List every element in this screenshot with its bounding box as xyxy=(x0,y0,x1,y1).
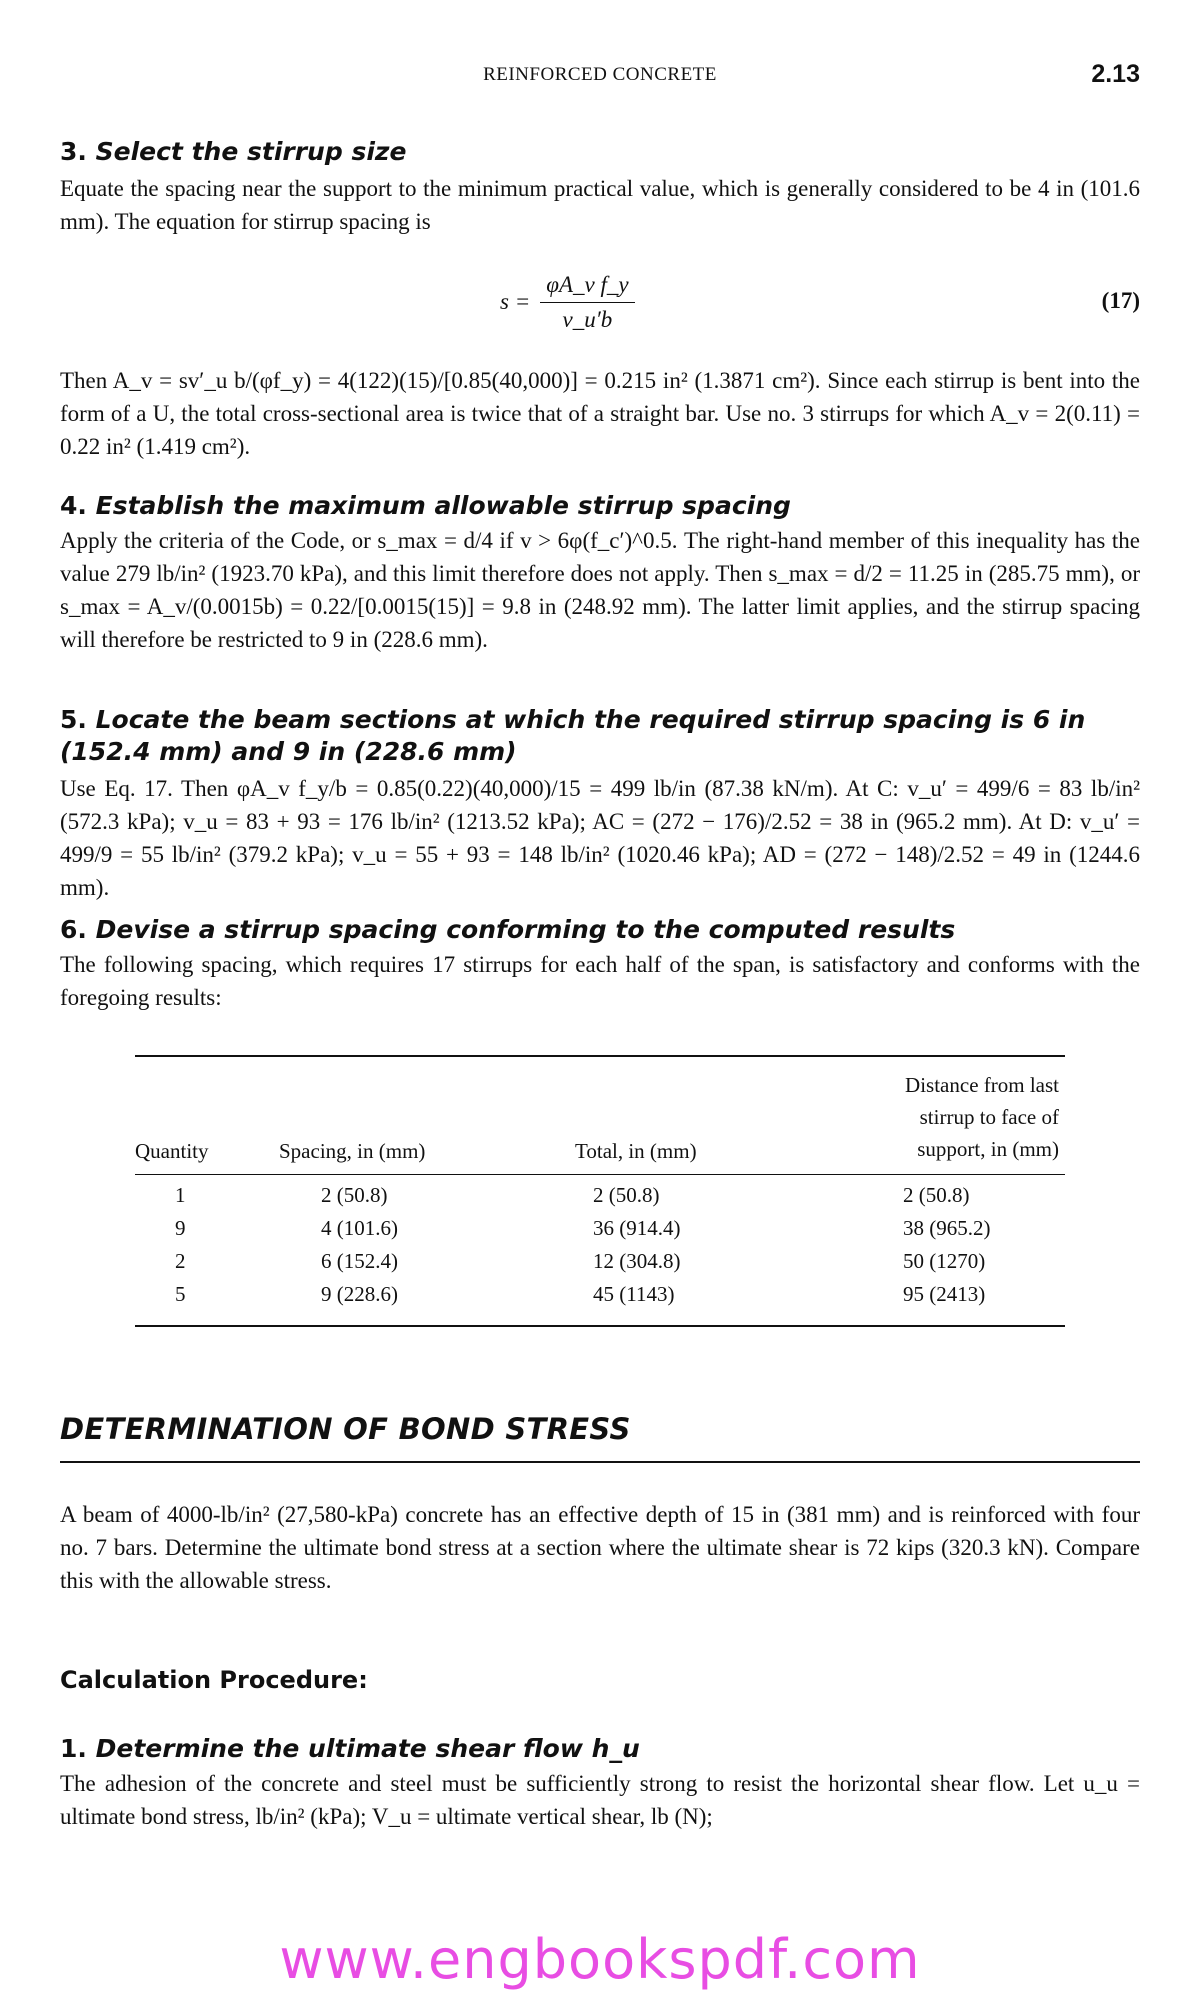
running-head xyxy=(60,60,1140,92)
table-row xyxy=(135,1282,1065,1315)
step-5-title: Locate the beam sections at which the required stirrup spacing is 6 in (152.4 mm) and 9 in (228.6 mm) xyxy=(60,705,1086,766)
bond-step-1-heading xyxy=(60,1733,1140,1765)
bond-step-1-title: Determine the ultimate shear flow h_u xyxy=(95,1734,640,1763)
equation-formula xyxy=(500,262,635,342)
cell-total: 45 (1143) xyxy=(593,1282,675,1306)
step-4-heading xyxy=(60,490,1140,522)
cell-spacing: 6 (152.4) xyxy=(321,1249,398,1273)
watermark-url: www.engbookspdf.com xyxy=(279,1928,921,1991)
cell-quantity: 1 xyxy=(175,1183,186,1207)
cell-total: 36 (914.4) xyxy=(593,1216,681,1240)
cell-distance: 50 (1270) xyxy=(903,1249,986,1273)
table-bottom-rule xyxy=(135,1325,1065,1327)
step-5-heading xyxy=(60,704,1140,768)
cell-total: 12 (304.8) xyxy=(593,1249,681,1273)
cell-quantity: 5 xyxy=(175,1282,186,1306)
step-4-number: 4. xyxy=(60,491,87,520)
table-header-distance-line-2: stirrup to face of xyxy=(919,1105,1059,1129)
equation-denominator: v_u′b xyxy=(562,306,613,332)
cell-quantity: 9 xyxy=(175,1216,186,1240)
cell-spacing: 4 (101.6) xyxy=(321,1216,398,1240)
cell-spacing: 9 (228.6) xyxy=(321,1282,398,1306)
cell-total: 2 (50.8) xyxy=(593,1183,660,1207)
step-6-title: Devise a stirrup spacing conforming to the computed results xyxy=(95,915,956,944)
page xyxy=(60,0,1140,1992)
step-4-paragraph: Apply the criteria of the Code, or s_max = d/4 if v > 6φ(f_c′)^0.5. The right-hand member of this inequality has the value 279 lb/in² (1923.70 kPa), and this limit therefore does not apply. Then s_max = d/2 = 11.25 in (285.75 mm), or s_max = A_v/(0.0015b) = 0.22/[0.0015(15)] = 9.8 in (248.92 mm). The latter limit applies, and the stirrup spacing will therefore be restricted to 9 in (228.6 mm). xyxy=(60,528,1140,652)
cell-distance: 2 (50.8) xyxy=(903,1183,970,1207)
bond-step-1-number: 1. xyxy=(60,1734,87,1763)
step-3-paragraph-2: Then A_v = sv′_u b/(φf_y) = 4(122)(15)/[0.85(40,000)] = 0.215 in² (1.3871 cm²). Since each stirrup is bent into the form of a U, the total cross-sectional area is twice that of a straight bar. Use no. 3 stirrups for which A_v = 2(0.11) = 0.22 in² (1.419 cm²). xyxy=(60,368,1140,459)
page-number: 2.13 xyxy=(1091,60,1140,88)
table-header-spacing: Spacing, in (mm) xyxy=(279,1139,426,1163)
table-header-quantity: Quantity xyxy=(135,1139,209,1163)
bond-problem-paragraph: A beam of 4000-lb/in² (27,580-kPa) concrete has an effective depth of 15 in (381 mm) and is reinforced with four no. 7 bars. Determine the ultimate bond stress at a section where the ultimate shear is 72 kips (320.3 kN). Compare this with the allowable stress. xyxy=(60,1502,1140,1593)
section-heading-bond-stress: DETERMINATION OF BOND STRESS xyxy=(60,1412,631,1446)
table-row xyxy=(135,1249,1065,1282)
step-3-heading xyxy=(60,136,1140,168)
step-5-paragraph: Use Eq. 17. Then φA_v f_y/b = 0.85(0.22)(40,000)/15 = 499 lb/in (87.38 kN/m). At C: v_u′ = 499/6 = 83 lb/in² (572.3 kPa); v_u = 83 + 93 = 176 lb/in² (1213.52 kPa); AC = (272 − 176)/2.52 = 38 in (965.2 mm). At D: v_u′ = 499/9 = 55 lb/in² (379.2 kPa); v_u = 55 + 93 = 148 lb/in² (1020.46 kPa); AD = (272 − 148)/2.52 = 49 in (1244.6 mm). xyxy=(60,776,1140,900)
equation-fraction xyxy=(540,272,634,333)
equation-number: (17) xyxy=(1101,288,1140,313)
table-top-rule xyxy=(135,1055,1065,1057)
table-header-distance-line-3: support, in (mm) xyxy=(917,1137,1059,1161)
step-3-paragraph-1: Equate the spacing near the support to the minimum practical value, which is generally considered to be 4 in (101.6 mm). The equation for stirrup spacing is xyxy=(60,176,1140,234)
step-6-heading xyxy=(60,914,1140,946)
cell-distance: 95 (2413) xyxy=(903,1282,986,1306)
table-row xyxy=(135,1183,1065,1216)
cell-distance: 38 (965.2) xyxy=(903,1216,991,1240)
table-header-total: Total, in (mm) xyxy=(575,1139,697,1163)
step-6-number: 6. xyxy=(60,915,87,944)
table-row xyxy=(135,1216,1065,1249)
cell-quantity: 2 xyxy=(175,1249,186,1273)
cell-spacing: 2 (50.8) xyxy=(321,1183,388,1207)
table-header-rule xyxy=(135,1174,1065,1175)
calculation-procedure-heading: Calculation Procedure: xyxy=(60,1666,368,1694)
step-6-paragraph: The following spacing, which requires 17 stirrups for each half of the span, is satisfactory and conforms with the foregoing results: xyxy=(60,952,1140,1010)
table-header-distance-line-1: Distance from last xyxy=(905,1073,1059,1097)
equation-17 xyxy=(60,262,1140,342)
running-title: REINFORCED CONCRETE xyxy=(483,64,717,85)
step-3-number: 3. xyxy=(60,137,87,166)
table-header-distance xyxy=(799,1069,1059,1165)
step-3-title: Select the stirrup size xyxy=(95,137,407,166)
step-4-title: Establish the maximum allowable stirrup spacing xyxy=(95,491,791,520)
equation-lhs: s = xyxy=(500,289,531,314)
bond-step-1-paragraph: The adhesion of the concrete and steel must be sufficiently strong to resist the horizontal shear flow. Let u_u = ultimate bond stress, lb/in² (kPa); V_u = ultimate vertical shear, lb (N); xyxy=(60,1771,1140,1829)
step-5-number: 5. xyxy=(60,705,87,734)
section-rule xyxy=(60,1461,1140,1463)
equation-numerator: φA_v f_y xyxy=(540,272,634,303)
